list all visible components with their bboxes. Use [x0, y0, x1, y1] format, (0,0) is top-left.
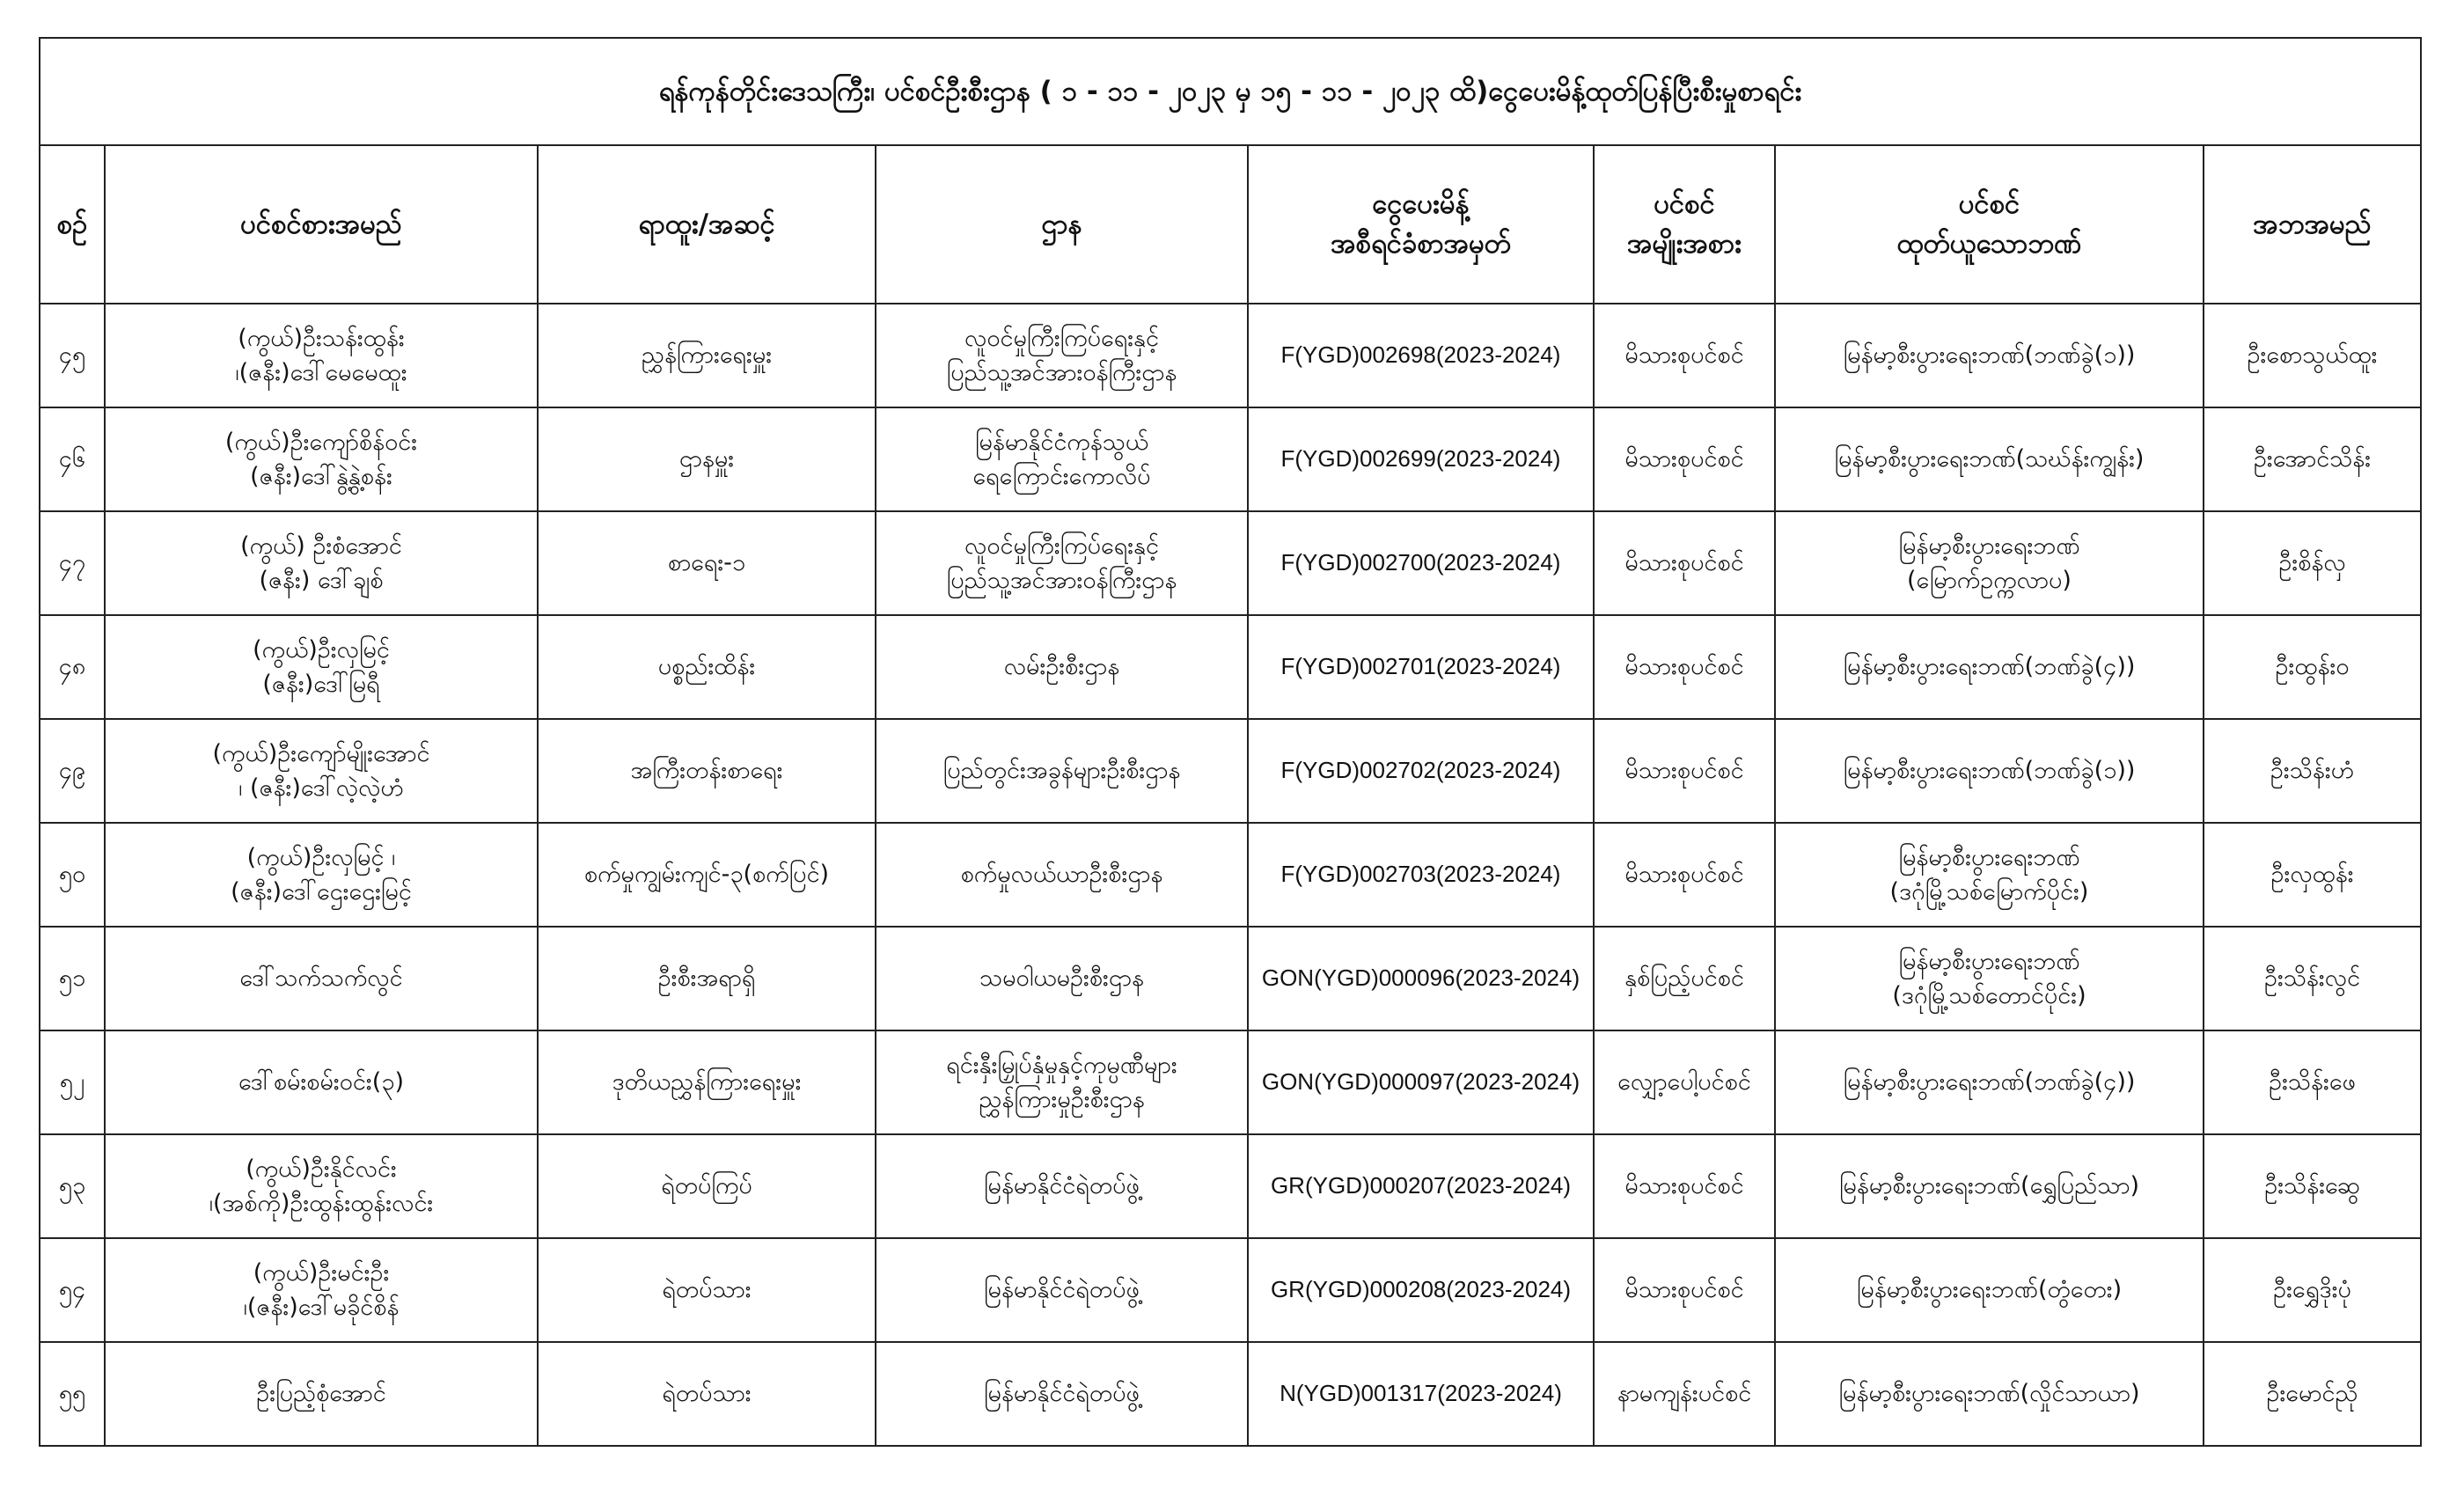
department-line1: သမဝါယမဦးစီးဌာန	[979, 964, 1144, 993]
cell-department	[876, 511, 1248, 615]
cell-rank: ဌာနမှူး	[538, 407, 876, 511]
pensioner-name-line1: (ကွယ်)ဦးနိုင်လင်း	[246, 1155, 397, 1183]
cell-name	[105, 407, 538, 511]
cell-father-name: ဦးသိန်းဆွေ	[2204, 1134, 2421, 1238]
cell-no: ၅၄	[40, 1238, 105, 1342]
cell-department	[876, 719, 1248, 823]
department-line1: မြန်မာနိုင်ငံရဲတပ်ဖွဲ့	[984, 1172, 1140, 1200]
cell-department	[876, 615, 1248, 719]
bank-line1: မြန်မာ့စီးပွားရေးဘဏ်	[1898, 843, 2080, 871]
cell-rank: ဦးစီးအရာရှိ	[538, 927, 876, 1030]
pensioner-name-line1: (ကွယ်)ဦးသန်းထွန်း	[238, 324, 405, 352]
bank-line1: မြန်မာ့စီးပွားရေးဘဏ်(တွံတေး)	[1856, 1276, 2123, 1304]
cell-department	[876, 407, 1248, 511]
cell-no: ၄၅	[40, 304, 105, 407]
pensioner-name-line1: (ကွယ်) ဦးစံအောင်	[240, 532, 402, 560]
cell-pension-type: မိသားစုပင်စင်	[1594, 719, 1775, 823]
cell-pension-type: မိသားစုပင်စင်	[1594, 407, 1775, 511]
pensioner-name-line1: (ကွယ်)ဦးမင်းဦး	[253, 1258, 390, 1287]
cell-pension-type: မိသားစုပင်စင်	[1594, 823, 1775, 927]
cell-no: ၄၈	[40, 615, 105, 719]
pensioner-name-line2: ၊(အစ်ကို)ဦးထွန်းထွန်းလင်း	[209, 1190, 434, 1217]
cell-bank	[1775, 1342, 2204, 1446]
department-line2: ပြည်သူ့အင်အားဝန်ကြီးဌာန	[946, 359, 1177, 386]
cell-father-name: ဦးအောင်သိန်း	[2204, 407, 2421, 511]
cell-rank: စက်မှုကျွမ်းကျင်-၃(စက်ပြင်)	[538, 823, 876, 927]
cell-father-name: ဦးလှထွန်း	[2204, 823, 2421, 927]
cell-bank	[1775, 927, 2204, 1030]
pensioner-name-line1: ဒေါ်စမ်းစမ်းဝင်း(၃)	[238, 1068, 405, 1096]
department-line2: ညွှန်ကြားမှုဦးစီးဌာန	[979, 1086, 1145, 1113]
table-row	[40, 1238, 2421, 1342]
cell-no: ၄၇	[40, 511, 105, 615]
cell-no: ၅၃	[40, 1134, 105, 1238]
cell-father-name: ဦးထွန်းဝ	[2204, 615, 2421, 719]
cell-name	[105, 823, 538, 927]
cell-name	[105, 1342, 538, 1446]
pensioner-name-line1: (ကွယ်)ဦးကျော်မျိုးအောင်	[212, 739, 430, 767]
table-row	[40, 407, 2421, 511]
pensioner-name-line1: ဦးပြည့်စုံအောင်	[256, 1380, 386, 1408]
pensioner-name-line2: ၊(ဇနီး)ဒေါ်မေမေထူး	[235, 359, 407, 386]
cell-rank: ညွှန်ကြားရေးမှူး	[538, 304, 876, 407]
cell-order-number: F(YGD)002701(2023-2024)	[1248, 615, 1594, 719]
cell-order-number: F(YGD)002699(2023-2024)	[1248, 407, 1594, 511]
cell-department	[876, 304, 1248, 407]
bank-line2: (မြောက်ဥက္ကလာပ)	[1907, 567, 2072, 594]
header-department: ဌာန	[876, 145, 1248, 304]
pension-report-sheet	[39, 37, 2420, 1447]
header-rank: ရာထူး/အဆင့်	[538, 145, 876, 304]
cell-no: ၄၆	[40, 407, 105, 511]
cell-no: ၅၀	[40, 823, 105, 927]
department-line1: လမ်းဦးစီးဌာန	[1003, 653, 1120, 681]
header-order-line2: အစီရင်ခံစာအမှတ်	[1331, 228, 1511, 260]
department-line1: ရင်းနှီးမြှုပ်နှံမှုနှင့်ကုမ္ပဏီများ	[946, 1051, 1177, 1079]
bank-line2: (ဒဂုံမြို့သစ်မြောက်ပိုင်း)	[1889, 878, 2089, 906]
table-row	[40, 1030, 2421, 1134]
cell-name	[105, 615, 538, 719]
cell-pension-type: မိသားစုပင်စင်	[1594, 1238, 1775, 1342]
cell-name	[105, 1030, 538, 1134]
cell-bank	[1775, 615, 2204, 719]
cell-rank: ရဲတပ်ကြပ်	[538, 1134, 876, 1238]
cell-pension-type: နှစ်ပြည့်ပင်စင်	[1594, 927, 1775, 1030]
pensioner-name-line1: (ကွယ်)ဦးလှမြင့် ၊	[246, 843, 396, 871]
bank-line1: မြန်မာ့စီးပွားရေးဘဏ်(ဘဏ်ခွဲ(၄))	[1843, 1068, 2136, 1096]
cell-order-number: GON(YGD)000097(2023-2024)	[1248, 1030, 1594, 1134]
pensioner-name-line1: (ကွယ်)ဦးကျော်စိန်ဝင်း	[224, 428, 418, 456]
cell-department	[876, 1342, 1248, 1446]
cell-order-number: N(YGD)001317(2023-2024)	[1248, 1342, 1594, 1446]
pension-table	[39, 37, 2422, 1447]
cell-father-name: ဦးသိန်းလွင်	[2204, 927, 2421, 1030]
department-line1: စက်မှုလယ်ယာဦးစီးဌာန	[960, 861, 1163, 889]
bank-line1: မြန်မာ့စီးပွားရေးဘဏ်	[1898, 532, 2080, 560]
cell-father-name: ဦးစောသွယ်ထူး	[2204, 304, 2421, 407]
cell-father-name: ဦးမောင်ညို	[2204, 1342, 2421, 1446]
header-father-name: အဘအမည်	[2204, 145, 2421, 304]
cell-name	[105, 1238, 538, 1342]
pensioner-name-line1: ဒေါ်သက်သက်လွင်	[239, 964, 403, 993]
table-row	[40, 1134, 2421, 1238]
cell-bank	[1775, 511, 2204, 615]
department-line1: လူဝင်မှုကြီးကြပ်ရေးနှင့်	[964, 324, 1159, 352]
cell-bank	[1775, 304, 2204, 407]
cell-bank	[1775, 823, 2204, 927]
department-line1: လူဝင်မှုကြီးကြပ်ရေးနှင့်	[964, 532, 1159, 560]
cell-rank: ရဲတပ်သား	[538, 1342, 876, 1446]
cell-father-name: ဦးသိန်းဖေ	[2204, 1030, 2421, 1134]
cell-father-name: ဦးစိန်လှ	[2204, 511, 2421, 615]
cell-order-number: F(YGD)002700(2023-2024)	[1248, 511, 1594, 615]
cell-order-number: GON(YGD)000096(2023-2024)	[1248, 927, 1594, 1030]
pensioner-name-line2: (ဇနီး)ဒေါ်မြရီ	[262, 671, 380, 698]
cell-no: ၅၅	[40, 1342, 105, 1446]
cell-rank: အကြီးတန်းစာရေး	[538, 719, 876, 823]
cell-order-number: F(YGD)002703(2023-2024)	[1248, 823, 1594, 927]
header-row	[40, 145, 2421, 304]
cell-name	[105, 1134, 538, 1238]
table-body	[40, 304, 2421, 1446]
bank-line1: မြန်မာ့စီးပွားရေးဘဏ်(လှိုင်သာယာ)	[1838, 1380, 2140, 1408]
cell-name	[105, 511, 538, 615]
cell-father-name: ဦးသိန်းဟံ	[2204, 719, 2421, 823]
cell-no: ၅၂	[40, 1030, 105, 1134]
header-bank	[1775, 145, 2204, 304]
department-line2: ရေကြောင်းကောလိပ်	[972, 463, 1151, 490]
header-bank-line2: ထုတ်ယူသောဘဏ်	[1896, 228, 2082, 260]
table-row	[40, 615, 2421, 719]
bank-line2: (ဒဂုံမြို့သစ်တောင်ပိုင်း)	[1892, 982, 2086, 1009]
cell-name	[105, 304, 538, 407]
bank-line1: မြန်မာ့စီးပွားရေးဘဏ်(ဘဏ်ခွဲ(၄))	[1843, 653, 2136, 681]
pensioner-name-line2: (ဇနီး)ဒေါ်ဌေးဌေးမြင့်	[231, 878, 412, 906]
bank-line1: မြန်မာ့စီးပွားရေးဘဏ်(ဘဏ်ခွဲ(၁))	[1843, 341, 2136, 370]
cell-bank	[1775, 407, 2204, 511]
department-line2: ပြည်သူ့အင်အားဝန်ကြီးဌာန	[946, 567, 1177, 594]
cell-pension-type: နာမကျန်းပင်စင်	[1594, 1342, 1775, 1446]
header-order-line1: ငွေပေးမိန့်	[1372, 188, 1470, 221]
pensioner-name-line2: (ဇနီး) ဒေါ်ချစ်	[259, 567, 384, 594]
cell-rank: ပစ္စည်းထိန်း	[538, 615, 876, 719]
cell-department	[876, 1030, 1248, 1134]
cell-order-number: GR(YGD)000207(2023-2024)	[1248, 1134, 1594, 1238]
header-order-number	[1248, 145, 1594, 304]
cell-name	[105, 927, 538, 1030]
bank-line1: မြန်မာ့စီးပွားရေးဘဏ်(ဘဏ်ခွဲ(၁))	[1843, 757, 2136, 785]
cell-department	[876, 1238, 1248, 1342]
table-row	[40, 823, 2421, 927]
header-type-line1: ပင်စင်	[1654, 188, 1715, 221]
cell-name	[105, 719, 538, 823]
cell-department	[876, 927, 1248, 1030]
bank-line1: မြန်မာ့စီးပွားရေးဘဏ်(ရွှေပြည်သာ)	[1838, 1172, 2140, 1200]
header-pension-type	[1594, 145, 1775, 304]
cell-order-number: F(YGD)002702(2023-2024)	[1248, 719, 1594, 823]
table-row	[40, 511, 2421, 615]
cell-order-number: GR(YGD)000208(2023-2024)	[1248, 1238, 1594, 1342]
cell-pension-type: မိသားစုပင်စင်	[1594, 511, 1775, 615]
cell-department	[876, 1134, 1248, 1238]
table-row	[40, 719, 2421, 823]
header-bank-line1: ပင်စင်	[1958, 188, 2020, 221]
cell-rank: ရဲတပ်သား	[538, 1238, 876, 1342]
cell-bank	[1775, 1238, 2204, 1342]
table-row	[40, 1342, 2421, 1446]
bank-line1: မြန်မာ့စီးပွားရေးဘဏ်(သဃ်န်းကျွန်း)	[1834, 445, 2145, 473]
cell-pension-type: မိသားစုပင်စင်	[1594, 1134, 1775, 1238]
cell-bank	[1775, 1030, 2204, 1134]
department-line1: မြန်မာနိုင်ငံရဲတပ်ဖွဲ့	[984, 1380, 1140, 1408]
cell-bank	[1775, 719, 2204, 823]
cell-rank: စာရေး-၁	[538, 511, 876, 615]
cell-pension-type: မိသားစုပင်စင်	[1594, 304, 1775, 407]
pensioner-name-line2: (ဇနီး)ဒေါ်နွဲ့နွဲ့စန်း	[250, 463, 392, 490]
pensioner-name-line2: ၊(ဇနီး)ဒေါ်မခိုင်စိန်	[243, 1294, 400, 1321]
header-name: ပင်စင်စားအမည်	[105, 145, 538, 304]
cell-bank	[1775, 1134, 2204, 1238]
cell-no: ၄၉	[40, 719, 105, 823]
header-no: စဉ်	[40, 145, 105, 304]
cell-order-number: F(YGD)002698(2023-2024)	[1248, 304, 1594, 407]
department-line1: မြန်မာနိုင်ငံကုန်သွယ်	[974, 428, 1149, 456]
table-row	[40, 304, 2421, 407]
pensioner-name-line1: (ကွယ်)ဦးလှမြင့်	[253, 635, 390, 664]
cell-rank: ဒုတိယညွှန်ကြားရေးမှူး	[538, 1030, 876, 1134]
cell-no: ၅၁	[40, 927, 105, 1030]
cell-pension-type: လျှော့ပေါ့ပင်စင်	[1594, 1030, 1775, 1134]
report-title: ရန်ကုန်တိုင်းဒေသကြီး၊ ပင်စင်ဦးစီးဌာန ( ၁ - ၁၁ - ၂၀၂၃ မှ ၁၅ - ၁၁ - ၂၀၂၃ ထိ)ငွေပေးမိန့်ထုတ်ပြန်ပြီးစီးမှုစာရင်း	[40, 38, 2421, 145]
header-type-line2: အမျိုးအစား	[1627, 228, 1742, 260]
department-line1: မြန်မာနိုင်ငံရဲတပ်ဖွဲ့	[984, 1276, 1140, 1304]
bank-line1: မြန်မာ့စီးပွားရေးဘဏ်	[1898, 947, 2080, 975]
cell-father-name: ဦးရွှေဒိုးပုံ	[2204, 1238, 2421, 1342]
pensioner-name-line2: ၊ (ဇနီး)ဒေါ်လဲ့လဲ့ဟံ	[238, 774, 404, 802]
department-line1: ပြည်တွင်းအခွန်များဦးစီးဌာန	[942, 757, 1181, 785]
table-row	[40, 927, 2421, 1030]
cell-pension-type: မိသားစုပင်စင်	[1594, 615, 1775, 719]
cell-department	[876, 823, 1248, 927]
